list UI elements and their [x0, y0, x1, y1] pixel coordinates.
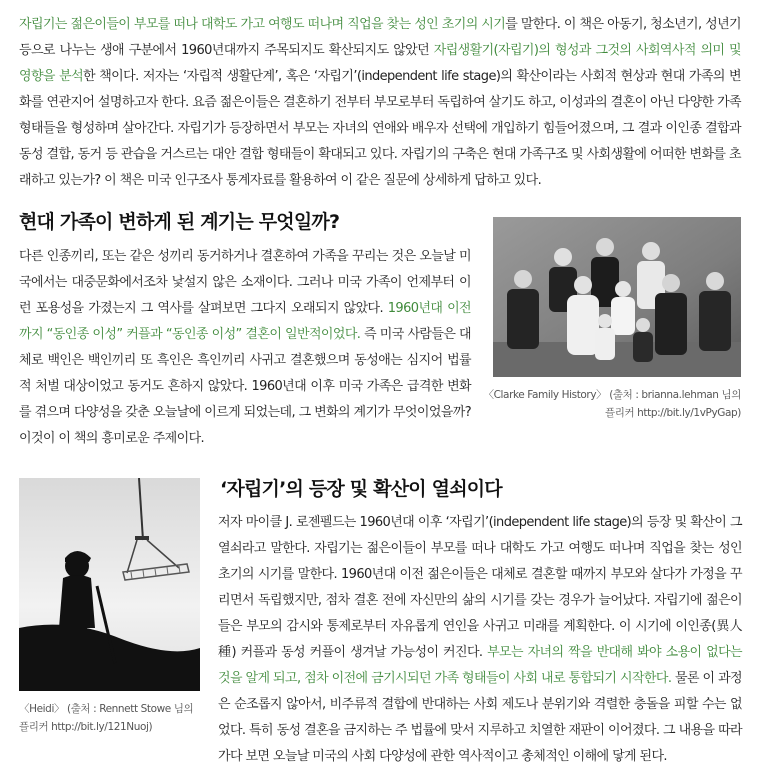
section1-heading: 현대 가족이 변하게 된 계기는 무엇일까? [19, 211, 340, 233]
heidi-photo [19, 478, 200, 691]
intro-text-2: 한 책이다. 저자는 ‘자립적 생활단계’, 혹은 ‘자립기’(independent life stage)의 확산이라는 사회적 현상과 현대 가족의 변화를 연관지어 설명하고자 한다. 요즘 젊은이들은 결혼하기 전부터 부모로부터 독립하여 살기도 하고, 이성과의 결혼이 아닌 다양한 가족 형태들을 형성하며 살아간다. 자립기가 등장하면서 부모는 자녀의 연애와 배우자 선택에 개입하기 힘들어졌으며, 그 결과 이인종 결합과 동성 결합, 동거 등 관습을 거스르는 대안 결합 형태들이 확대되고 있다. 자립기의 구축은 현대 가족구조 및 사회생활에 어떠한 변화를 초래하고 있는가? 이 책은 미국 인구조사 통계자료를 활용하여 이 같은 질문에 상세하게 답하고 있다. [19, 69, 741, 188]
section2-paragraph [218, 510, 742, 770]
section2-text-2: 물론 이 과정은 순조롭지 않아서, 비주류적 결합에 반대하는 사회 제도나 분위기와 격렬한 충돌을 피할 수는 없었다. 특히 동성 결혼을 금지하는 주 법률에 맞서 지루하고 치열한 재판이 이어졌다. 그 내용을 따라가다 보면 오늘날 미국의 사회 다양성에 관한 역사적이고 총체적인 이해에 닿게 된다. [218, 671, 742, 764]
family-photo-illustration [493, 217, 741, 377]
section1-text-1: 다른 인종끼리, 또는 같은 성끼리 동거하거나 결혼하여 가족을 꾸리는 것은 오늘날 미국에서는 대중문화에서조차 낯설지 않은 소재이다. 그러나 미국 가족이 언제부터 이런 포용성을 가졌는지 그 역사를 살펴보면 그다지 오래되지 않았다. [19, 249, 471, 316]
intro-highlight-1: 자립기는 젊은이들이 부모를 떠나 대학도 가고 여행도 떠나며 직업을 찾는 성인 초기의 시기 [19, 17, 506, 32]
intro-highlight-2: 자립생활기(자립기)의 형성과 그것의 사회역사적 의미 및 영향을 분석 [19, 43, 741, 84]
intro-text-1: 를 말한다. 이 책은 아동기, 청소년기, 성년기 등으로 나누는 생애 구분에서 1960년대까지 주목되지도 확산되지도 않았던 [19, 17, 742, 58]
intro-paragraph [19, 12, 741, 194]
heidi-photo-caption: 〈Heidi〉 (출처 : Rennett Stowe 님의 플리커 http://bit.ly/121Nuoj) [19, 703, 194, 733]
family-photo [493, 217, 741, 377]
section2-text-1: 저자 마이클 J. 로젠펠드는 1960년대 이후 ‘자립기’(independent life stage)의 등장 및 확산이 그 열쇠라고 말한다. 자립기는 젊은이들이 부모를 떠나 대학도 가고 여행도 떠나며 직업을 찾는 성인 초기의 시기를 말한다. 1960년대 이전 젊은이들은 대체로 결혼할 때까지 부모와 살다가 가정을 꾸리면서 독립했지만, 점차 결혼 전에 자신만의 삶의 시기를 갖는 경우가 늘어났다. 자립기에 젊은이들은 부모의 감시와 통제로부터 자유롭게 연인을 사귀고 미래를 계획한다. 이 시기에 이인종(異人種) 커플과 동성 커플이 생겨날 가능성이 커진다. [218, 515, 742, 660]
family-photo-caption: 〈Clarke Family History〉 (출처 : brianna.lehman 님의 플리커 http://bit.ly/1vPyGap) [483, 389, 741, 419]
heidi-photo-illustration [19, 478, 200, 691]
section2-heading: ‘자립기’의 등장 및 확산이 열쇠이다 [220, 478, 502, 500]
section1-paragraph [19, 244, 471, 452]
section1-highlight: 1960년대 이전까지 “동인종 이성” 커플과 “동인종 이성” 결혼이 일반적이었다. [19, 301, 471, 342]
section2-highlight: 부모는 자녀의 짝을 반대해 봐야 소용이 없다는 것을 알게 되고, 점차 이전에 금기시되던 가족 형태들이 사회 내로 통합되기 시작한다. [218, 645, 742, 686]
section1-text-2: 즉 미국 사람들은 대체로 백인은 백인끼리 또 흑인은 흑인끼리 사귀고 결혼했으며 동성애는 심지어 법률적 처벌 대상이었고 동거도 흔하지 않았다. 1960년대 이후 미국 가족은 급격한 변화를 겪으며 다양성을 갖춘 오늘날에 이르게 되었는데, 그 변화의 계기가 무엇이었을까? 이것이 이 책의 흥미로운 주제이다. [19, 327, 471, 446]
